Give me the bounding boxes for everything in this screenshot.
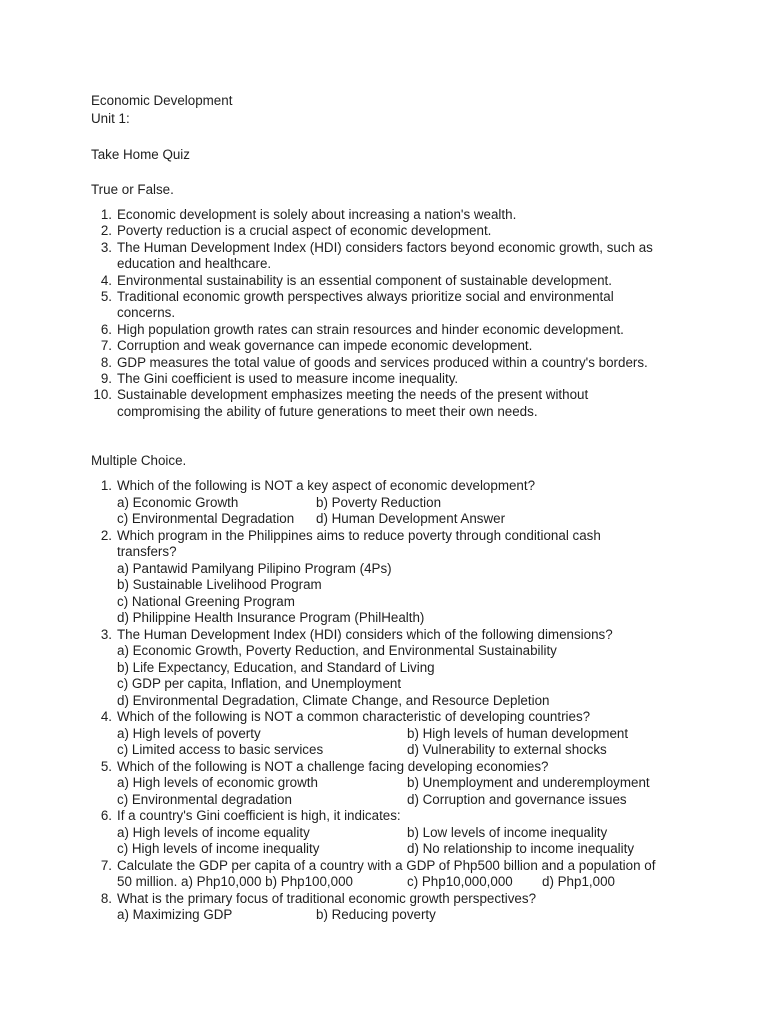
tf-item-text: Environmental sustainability is an essential component of sustainable development.	[117, 272, 612, 288]
tf-item-text: Corruption and weak governance can impede economic development.	[117, 338, 533, 354]
mc-option: 50 million. a) Php10,000 b) Php100,000	[117, 874, 353, 889]
true-false-heading: True or False.	[91, 182, 174, 197]
mc-line-text: c) National Greening Program	[117, 593, 295, 609]
mc-line-text: b) Life Expectancy, Education, and Standard of Living	[117, 659, 435, 675]
tf-item-text: Poverty reduction is a crucial aspect of economic development.	[117, 223, 492, 239]
mc-option: a) Economic Growth	[117, 494, 239, 510]
mc-line-text: c) GDP per capita, Inflation, and Unemployment	[117, 676, 402, 691]
mc-option: d) Php1,000	[542, 874, 615, 889]
tf-item-number: 9.	[100, 371, 112, 386]
unit-label: Unit 1:	[91, 111, 130, 126]
mc-question-text: Which of the following is NOT a challenge facing developing economies?	[117, 758, 549, 774]
tf-item-text-continued: concerns.	[117, 305, 176, 321]
mc-item-number: 1.	[100, 478, 112, 493]
mc-option: a) High levels of economic growth	[117, 775, 318, 790]
tf-item-number: 10.	[93, 387, 112, 403]
tf-item-text: Sustainable development emphasizes meeting the needs of the present without	[117, 387, 589, 403]
mc-question-text: Calculate the GDP per capita of a country with a GDP of Php500 billion and a population of	[117, 857, 656, 873]
tf-item-text: The Human Development Index (HDI) considers factors beyond economic growth, such as	[117, 239, 653, 255]
tf-item-text: Traditional economic growth perspectives always prioritize social and environmental	[117, 289, 614, 304]
mc-question-text: Which of the following is NOT a key aspect of economic development?	[117, 478, 536, 493]
mc-item-number: 3.	[100, 626, 112, 642]
mc-line-text: transfers?	[117, 544, 177, 559]
tf-item-number: 4.	[100, 272, 112, 288]
document-title: Economic Development	[91, 93, 233, 108]
mc-line-text: d) Philippine Health Insurance Program (PhilHealth)	[117, 610, 425, 625]
quiz-title: Take Home Quiz	[91, 147, 190, 162]
mc-question-text: Which of the following is NOT a common characteristic of developing countries?	[117, 709, 591, 724]
mc-item-number: 4.	[100, 709, 112, 724]
tf-item-number: 5.	[100, 289, 112, 304]
mc-option: d) Human Development Answer	[316, 511, 506, 526]
mc-item-number: 8.	[100, 890, 112, 906]
mc-option: b) Poverty Reduction	[316, 494, 442, 510]
tf-item-number: 2.	[100, 223, 112, 239]
tf-item-number: 7.	[100, 338, 112, 354]
mc-option: a) High levels of poverty	[117, 725, 261, 741]
tf-item-text: High population growth rates can strain resources and hinder economic development.	[117, 321, 624, 337]
mc-item-number: 6.	[100, 808, 112, 823]
mc-line-text: b) Sustainable Livelihood Program	[117, 577, 322, 592]
mc-option: d) Vulnerability to external shocks	[407, 742, 607, 757]
tf-item-number: 3.	[100, 239, 112, 255]
multiple-choice-heading: Multiple Choice.	[91, 453, 187, 468]
tf-item-text: The Gini coefficient is used to measure income inequality.	[117, 371, 459, 386]
mc-option: c) Environmental Degradation	[117, 511, 295, 526]
tf-item-text-continued: compromising the ability of future generations to meet their own needs.	[117, 403, 538, 419]
mc-option: d) Corruption and governance issues	[407, 791, 627, 807]
mc-question-text: The Human Development Index (HDI) considers which of the following dimensions?	[117, 626, 613, 642]
mc-option: b) Reducing poverty	[316, 907, 436, 922]
mc-question-text: Which program in the Philippines aims to reduce poverty through conditional cash	[117, 527, 601, 543]
mc-option: b) Unemployment and underemployment	[407, 775, 650, 790]
mc-option: a) Maximizing GDP	[117, 907, 233, 922]
tf-item-number: 1.	[100, 207, 112, 222]
mc-line-text: a) Economic Growth, Poverty Reduction, and Environmental Sustainability	[117, 643, 557, 658]
mc-question-text: What is the primary focus of traditional economic growth perspectives?	[117, 890, 537, 906]
mc-item-number: 5.	[100, 758, 112, 774]
mc-line-text: d) Environmental Degradation, Climate Change, and Resource Depletion	[117, 692, 550, 708]
tf-item-text-continued: education and healthcare.	[117, 256, 272, 272]
mc-option: c) Environmental degradation	[117, 791, 292, 807]
mc-item-number: 2.	[100, 527, 112, 543]
mc-option: b) Low levels of income inequality	[407, 824, 608, 840]
mc-option: c) High levels of income inequality	[117, 841, 320, 856]
tf-item-text: Economic development is solely about increasing a nation's wealth.	[117, 207, 517, 222]
mc-option: d) No relationship to income inequality	[407, 841, 635, 856]
tf-item-number: 6.	[100, 321, 112, 337]
tf-item-text: GDP measures the total value of goods and services produced within a country's borders.	[117, 354, 648, 370]
mc-line-text: a) Pantawid Pamilyang Pilipino Program (4Ps)	[117, 560, 392, 576]
mc-option: c) Limited access to basic services	[117, 742, 324, 757]
mc-option: b) High levels of human development	[407, 725, 629, 741]
mc-question-text: If a country's Gini coefficient is high, it indicates:	[117, 808, 401, 823]
mc-item-number: 7.	[100, 857, 112, 873]
tf-item-number: 8.	[100, 354, 112, 370]
mc-option: a) High levels of income equality	[117, 824, 310, 840]
mc-option: c) Php10,000,000	[407, 874, 513, 889]
